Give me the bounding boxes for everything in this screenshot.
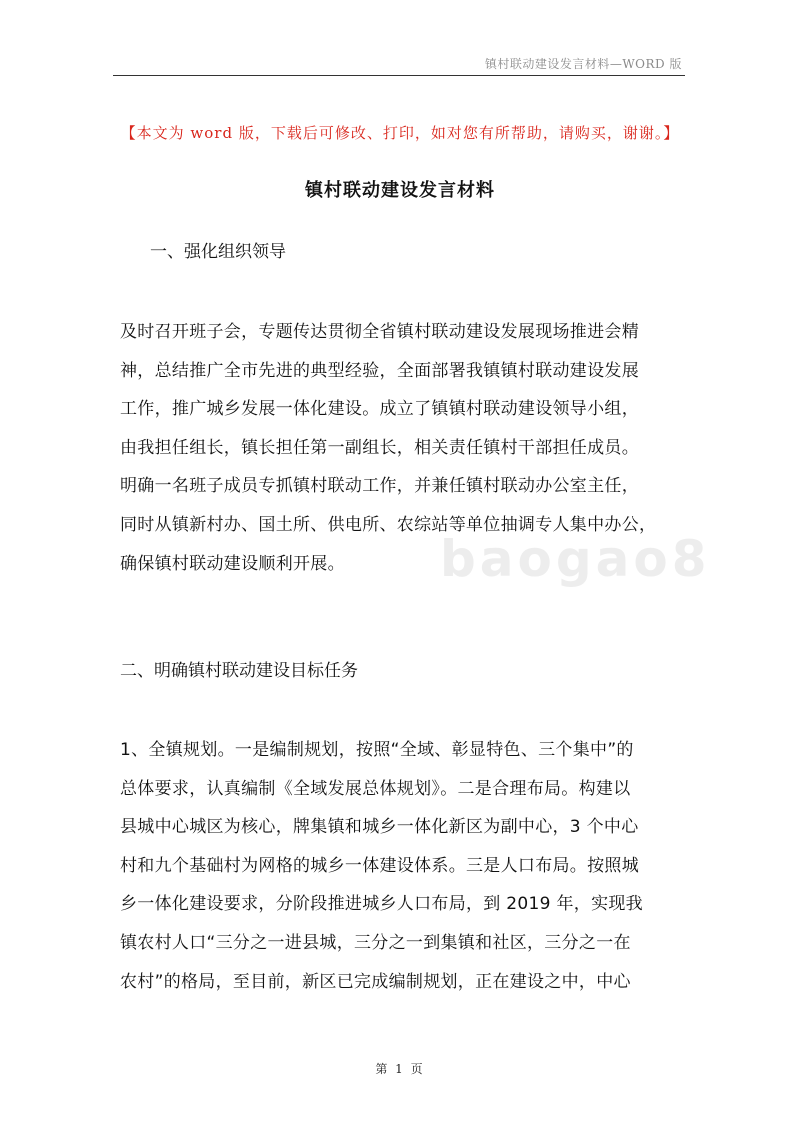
paragraph-line: 工作，推广城乡发展一体化建设。成立了镇镇村联动建设领导小组， bbox=[120, 399, 639, 420]
header-divider bbox=[113, 75, 685, 76]
paragraph-line: 总体要求，认真编制《全域发展总体规划》。二是合理布局。构建以 bbox=[120, 778, 631, 799]
paragraph-line: 由我担任组长，镇长担任第一副组长，相关责任镇村干部担任成员。 bbox=[120, 437, 639, 458]
paragraph-line: 确保镇村联动建设顺利开展。 bbox=[120, 553, 345, 574]
purchase-notice: 【本文为 word 版，下载后可修改、打印，如对您有所帮助，请购买，谢谢。】 bbox=[120, 124, 680, 142]
section-2-paragraph bbox=[120, 731, 690, 1001]
section-2-heading: 二、明确镇村联动建设目标任务 bbox=[120, 661, 358, 681]
watermark: baogao8 bbox=[440, 530, 711, 588]
paragraph-line: 乡一体化建设要求，分阶段推进城乡人口布局，到 2019 年，实现我 bbox=[120, 894, 643, 915]
section-1-heading: 一、强化组织领导 bbox=[150, 242, 286, 262]
paragraph-line: 同时从镇新村办、国土所、供电所、农综站等单位抽调专人集中办公， bbox=[120, 514, 657, 535]
paragraph-line: 村和九个基础村为网格的城乡一体建设体系。三是人口布局。按照城 bbox=[120, 855, 639, 876]
paragraph-line: 1、全镇规划。一是编制规划，按照“全域、彰显特色、三个集中”的 bbox=[120, 740, 634, 760]
paragraph-line: 明确一名班子成员专抓镇村联动工作，并兼任镇村联动办公室主任， bbox=[120, 476, 639, 497]
running-header: 镇村联动建设发言材料—WORD 版 bbox=[484, 57, 682, 71]
paragraph-line: 农村”的格局，至目前，新区已完成编制规划，正在建设之中，中心 bbox=[120, 971, 631, 992]
paragraph-line: 及时召开班子会，专题传达贯彻全省镇村联动建设发展现场推进会精 bbox=[120, 322, 639, 342]
page-number: 第 1 页 bbox=[375, 1062, 425, 1076]
document-title: 镇村联动建设发言材料 bbox=[305, 180, 495, 201]
paragraph-line: 神，总结推广全市先进的典型经验，全面部署我镇镇村联动建设发展 bbox=[120, 360, 639, 381]
paragraph-line: 镇农村人口“三分之一进县城，三分之一到集镇和社区，三分之一在 bbox=[120, 932, 631, 953]
paragraph-line: 县城中心城区为核心，牌集镇和城乡一体化新区为副中心，3 个中心 bbox=[120, 817, 639, 838]
